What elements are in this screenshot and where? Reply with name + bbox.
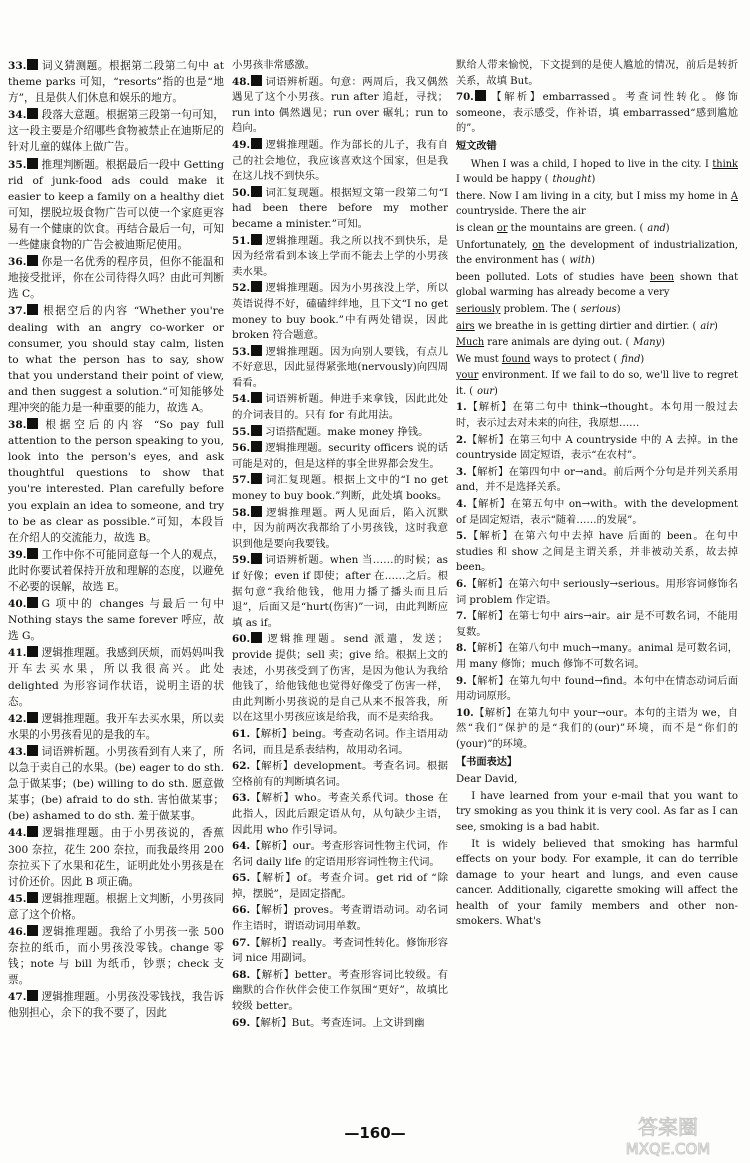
item-text: 逻辑推理题。作为部长的儿子，我有自己的社会地位，我应该喜欢这个国家，但是我在这儿找不到快乐。 [232, 138, 448, 183]
item-text: 【解析】really。考查词性转化。修饰形容词 nice 用副词。 [232, 936, 448, 965]
item-number: 66. [232, 904, 251, 917]
item-number: 41. [8, 647, 27, 660]
correction-line: When I was a child, I hoped to live in the city. I think I would be happy ( thought) [456, 158, 738, 186]
item-number: 7. [456, 610, 467, 623]
answer-item [456, 577, 738, 608]
correction-text: problem. The [500, 303, 570, 315]
correction-text: shown that global warming has already become a very [456, 271, 738, 299]
item-text: 小男孩非常感激。 [232, 59, 316, 71]
item-text: 词语辨析题。句意：两周后，我又偶然遇见了这个小男孩。run after 追赶，寻找；run into 偶然遇见；run over 碾轧；run to 趋向。 [232, 75, 448, 135]
item-text: 逻辑推理题。小男孩没零钱找，我告诉他别担心，余下的我不要了，因此 [8, 991, 224, 1020]
correction-text: we breathe in is getting dirtier and dirtier. [474, 320, 693, 332]
error-word: on [532, 239, 545, 251]
item-text: 【解析】在第四句中 or→and。前后两个分句是并列关系用 and，并不是选择关系。 [456, 466, 738, 494]
error-word: your [456, 370, 479, 382]
answer-item [8, 596, 224, 644]
answer-item [8, 891, 224, 923]
answer-item [232, 506, 448, 553]
item-number: 46. [8, 925, 27, 938]
error-word: seriously [456, 303, 501, 315]
answer-tag-icon [27, 745, 38, 756]
item-text: 【解析】在第九句中 found→find。本句中在情态动词后面用动词原形。 [456, 675, 738, 703]
item-text: 根据空后的内容 “Whether you're dealing with an angry co-worker or consumer, you should stay calm, listen to what the person has to say, show that you understand their point of view, and then suggest a solution.”可知能够处理冲突的能力是一种重要的能力，故选 A。 [8, 305, 224, 414]
answer-tag-icon [27, 59, 38, 70]
fix-word: thought [552, 174, 592, 186]
answer-tag-icon [251, 138, 262, 149]
answer-tag-icon [27, 646, 38, 657]
item-text: 【解析】proves。考查谓语动词。动名词作主语时，谓语动词用单数。 [232, 904, 448, 933]
answer-item [232, 473, 448, 504]
item-text: 逻辑推理题。我感到厌烦，而妈妈叫我开车去买水果，所以我很高兴。此处 delighted 为形容词作状语，说明主语的状态。 [8, 647, 224, 708]
answer-item [232, 936, 448, 967]
watermark-logo [598, 1112, 738, 1158]
error-word: Much [456, 337, 485, 349]
answer-tag-icon [251, 345, 262, 356]
item-text: 逻辑推理题。我之所以找不到快乐，是因为经常看到本该上学而不能去上学的小男孩卖水果。 [232, 234, 448, 278]
error-word: been [649, 271, 675, 283]
item-text: 【解析】who。考查关系代词。those 在此指人，因此后跟定语从句，从句缺少主语，因此用 who 作引导词。 [232, 792, 448, 836]
item-text: 习语搭配题。make money 挣钱。 [265, 425, 429, 438]
answer-tag-icon [27, 826, 38, 837]
correction-text: I would be happy [456, 174, 542, 186]
item-number: 70. [456, 91, 474, 104]
item-text: 词语辨析题。小男孩看到有人来了，所以急于卖自己的水果。(be) eager to do sth. 急于做某事；(be) willing to do sth. 愿意做某事；(be) afraid to do sth. 害怕做某事；(be) ashamed to do sth. 羞于做某事。 [8, 745, 224, 823]
answer-item [232, 345, 448, 392]
item-text: 逻辑推理题。因为小男孩没上学，所以英语说得不好，磕磕绊绊地，且下文“I no get money to buy book.”中有两处错误，因此 broken 符合题意。 [232, 282, 448, 342]
answer-tag-icon [475, 90, 486, 101]
answer-tag-icon [27, 418, 38, 429]
item-text: G 项中的 changes 与最后一句中 Nothing stays the same forever 呼应，故选 G。 [8, 598, 224, 643]
correction-line [456, 189, 738, 220]
answer-item [232, 425, 448, 441]
item-number: 57. [232, 474, 251, 487]
correction-line: We must found ways to protect ( find) [456, 353, 645, 365]
answer-item [232, 441, 448, 472]
answer-tag-icon [251, 234, 262, 245]
answer-item [232, 871, 448, 902]
answer-item [456, 529, 738, 576]
answer-item [456, 465, 738, 496]
answer-item [8, 417, 224, 546]
correction-passage [456, 157, 738, 400]
answer-item [232, 839, 448, 870]
item-number: 65. [232, 872, 251, 885]
answer-tag-icon [251, 281, 262, 292]
answer-tag-icon [251, 632, 262, 643]
item-text: 【解析】在第七句中 airs→air。air 是不可数名词，不能用复数。 [456, 611, 738, 638]
item-number: 40. [8, 598, 27, 611]
item-number: 67. [232, 936, 251, 949]
essay [456, 772, 738, 930]
item-number: 43. [8, 745, 27, 758]
item-number: 45. [8, 892, 27, 905]
correction-text: countryside. There the air [456, 206, 586, 218]
answer-tag-icon [251, 553, 262, 564]
correction-text: We must [456, 353, 502, 365]
item-text: 【解析】在第六句中去掉 have 后面的 been。在句中 studies 和 show 之间是主谓关系，并非被动关系，故去掉 been。 [456, 531, 738, 574]
answer-item [232, 632, 448, 726]
answer-item [232, 903, 448, 934]
answer-item [456, 609, 738, 640]
answer-tag-icon [251, 441, 262, 452]
item-number: 53. [232, 345, 251, 358]
error-word: A [730, 190, 738, 202]
item-text: 【解析】development。考查名词。根据空格前有的判断填名词。 [232, 760, 448, 788]
item-text: 【解析】在第六句中 seriously→serious。用形容词修饰名词 problem 作定语。 [456, 579, 738, 606]
answer-tag-icon [251, 392, 262, 403]
answer-item [232, 968, 448, 1015]
answer-item [232, 759, 448, 790]
fix-word: our [477, 385, 495, 397]
answer-item [8, 107, 224, 155]
answer-item [456, 674, 738, 705]
answer-column-middle [232, 58, 448, 1032]
svg-text:MXQE.COM: MXQE.COM [625, 1140, 711, 1158]
item-text: 【解析】of。考查介词。get rid of “除掉，摆脱”，是固定搭配。 [232, 872, 448, 900]
correction-line: is clean or the mountains are green. ( and) [456, 222, 670, 234]
answer-item [8, 711, 224, 743]
correction-text: been polluted. Lots of studies have [456, 271, 650, 283]
correction-text: Unfortunately, [456, 239, 533, 251]
answer-tag-icon [251, 506, 262, 517]
correction-line [456, 270, 738, 301]
answer-tag-icon [27, 925, 38, 936]
item-number: 69. [232, 1016, 251, 1029]
answer-item [232, 392, 448, 423]
answer-item [8, 825, 224, 889]
correction-text: ways to protect [530, 353, 614, 365]
item-number: 9. [456, 674, 467, 687]
item-text: 逻辑推理题。send 派遣，发送；provide 提供；sell 卖；give 给。根据上文的表述，小男孩受到了伤害，是因为他认为我给他钱了，给他钱他也觉得好像受了伤害一样，由此判断小男孩说的是自己从来不报答我，所以在这里小男孩应该是给我，而不是卖给我。 [232, 633, 448, 724]
item-number: 61. [232, 727, 251, 740]
item-number: 35. [8, 158, 27, 171]
answer-item [232, 281, 448, 343]
essay-salutation: Dear David, [456, 774, 518, 786]
answer-item [8, 157, 224, 254]
answer-tag-icon [27, 597, 38, 608]
item-number: 5. [456, 530, 467, 543]
item-text: 工作中你不可能同意每一个人的观点，此时你要试着保持开放和理解的态度，以避免不必要的误解，故选 E。 [8, 548, 224, 593]
item-number: 51. [232, 234, 251, 247]
answer-item [8, 989, 224, 1021]
item-number: 39. [8, 548, 27, 561]
error-word: found [501, 353, 531, 365]
item-text: 【解析】在第三句中 A countryside 中的 A 去掉。in the countryside 固定短语，表示“在农村”。 [456, 434, 738, 462]
item-number: 52. [232, 282, 251, 295]
item-text: 段落大意题。根据第三段第一句可知，这一段主要是介绍哪些食物被禁止在迪斯尼的针对儿童的媒体上做广告。 [8, 109, 224, 154]
item-number: 56. [232, 442, 251, 455]
item-text: 逻辑推理题。根据上文判断，小男孩同意了这个价格。 [8, 892, 224, 921]
item-number: 47. [8, 991, 27, 1004]
essay-paragraph: It is widely believed that smoking has harmful effects on your body. For example, it can do terrible damage to your heart and lungs, and even cause cancer. Additionally, cigarette smoking will affect the health of your family members and other non-smokers. What's [456, 838, 738, 928]
answer-column-left [8, 58, 224, 1023]
item-number: 38. [8, 419, 27, 432]
item-number: 34. [8, 109, 27, 122]
answer-item [232, 186, 448, 233]
fix-word: air [700, 320, 715, 332]
answer-item [456, 497, 738, 528]
answer-item [232, 138, 448, 185]
continued-text: 默给人带来愉悦，下文提到的是使人尴尬的情况，前后是转折关系，故填 But。 [456, 60, 738, 87]
item-text: 词语辨析题。when 当……的时候；as if 好像；even if 即使；after 在……之后。根据句意“我给他钱，他用力播了播头而且后退”，后面又是“hurt(伤害)”一词，由此判断应填 as if。 [232, 554, 448, 629]
answer-item [8, 254, 224, 302]
answer-item [232, 58, 448, 74]
correction-text: there. Now I am living in a city, but I miss my home in [456, 190, 731, 202]
page-number: —160— [344, 1124, 406, 1142]
correction-line: Much rare animals are dying out. ( Many) [456, 337, 665, 349]
item-text: 词语辨析题。伸进手来拿钱，因此此处的介词表目的。只有 for 有此用法。 [232, 393, 448, 422]
answer-item [232, 234, 448, 281]
item-number: 59. [232, 554, 251, 567]
answer-tag-icon [27, 548, 38, 559]
item-number: 42. [8, 712, 27, 725]
answer-tag-icon [27, 990, 38, 1001]
item-number: 44. [8, 827, 27, 840]
correction-text: rare animals are dying out. [484, 337, 623, 349]
answer-item [8, 924, 224, 988]
item-number: 3. [456, 465, 467, 478]
item-number: 64. [232, 840, 251, 853]
answer-item [232, 727, 448, 758]
item-text: 【解析】embarrassed。考查词性转化。修饰 someone，表示感受，作补语，填 embarrassed“感到尴尬的”。 [456, 92, 738, 135]
correction-line: airs we breathe in is getting dirtier and dirtier. ( air) [456, 320, 718, 332]
correction-line: seriously problem. The ( serious) [456, 303, 621, 315]
item-text: 逻辑推理题。我给了小男孩一张 500 奈拉的纸币，而小男孩没零钱。change 零钱；note 与 bill 为纸币，钞票；check 支票。 [8, 925, 224, 987]
fix-word: Many [633, 337, 662, 349]
correction-answers [456, 400, 738, 752]
error-word: think [712, 158, 738, 170]
item-text: 你是一名优秀的程序员，但你不能温和地接受批评，你在公司待得久吗？由此可判断选 C。 [8, 256, 224, 301]
item-text: 【解析】在第八句中 much→many。animal 是可数名词，用 many 修饰；much 修饰不可数名词。 [456, 643, 738, 670]
item-number: 60. [232, 633, 251, 646]
answer-column-right [456, 58, 738, 931]
answer-tag-icon [251, 186, 262, 197]
fix-word: serious [580, 303, 617, 315]
item-text: 逻辑推理题。我开车去买水果，所以卖水果的小男孩看见的是我的车。 [8, 712, 224, 741]
correction-text: the development of industrialization, the environment has [456, 239, 738, 267]
answer-item [232, 791, 448, 838]
answer-item [232, 75, 448, 137]
item-text: 【解析】在第五句中 on→with。with the development of 是固定短语，表示“随着……的发展”。 [456, 499, 738, 526]
correction-text: When I was a child, I hoped to live in the city. I [470, 158, 713, 170]
answer-tag-icon [27, 108, 38, 119]
fix-word: find [621, 353, 641, 365]
fix-word: and [647, 222, 666, 234]
item-text: 【解析】在第二句中 think→thought。本句用一般过去时，表示过去对未来的向往，我原想…… [456, 402, 738, 430]
item-text: 【解析】But。考查连词。上文讲到幽 [250, 1016, 425, 1029]
error-word: or [496, 222, 508, 234]
item-number: 6. [456, 578, 467, 590]
item-text: 【解析】在第九句中 your→our。本句的主语为 we，自然“我们”保护的是“我们的(our)”环境，而不是“你们的(your)”的环境。 [456, 707, 738, 750]
correction-line: Unfortunately, on the development of industrialization, the environment has ( with) [456, 239, 738, 267]
item-text: 【解析】better。考查形容词比较级。有幽默的合作伙伴会使工作氛围“更好”，故填比较级 better。 [232, 968, 448, 1013]
item-number: 50. [232, 186, 251, 199]
item-text: 逻辑推理题。由于小男孩说的，香蕉 300 奈拉，花生 200 奈拉，而我最终用 200 奈拉买下了水果和花生，证明此处小男孩是在讨价还价。因此 B 项正确。 [8, 827, 224, 888]
answer-item [456, 641, 738, 672]
answer-item [456, 400, 738, 431]
error-word: airs [456, 320, 475, 332]
item-number: 68. [232, 968, 251, 981]
answer-tag-icon [27, 255, 38, 266]
essay-paragraph: I have learned from your e-mail that you want to try smoking as you think it is very cool. As far as I can see, smoking is a bad habit. [456, 790, 738, 833]
item-number: 2. [456, 433, 467, 446]
answer-tag-icon [251, 425, 262, 436]
item-text: 逻辑推理题。因为向别人要钱，有点儿不好意思，因此显得紧张地(nervously)向四周看看。 [232, 345, 448, 389]
answer-item [8, 744, 224, 824]
answer-item [8, 547, 224, 595]
answer-item [8, 303, 224, 416]
answer-tag-icon [251, 473, 262, 484]
svg-text:答案圈: 答案圈 [638, 1115, 698, 1139]
item-text: 逻辑推理题。两人见面后，陷入沉默中，因为前两次我都给了小男孩钱，这时我意识到他是要向我要钱。 [232, 506, 448, 550]
correction-text: is clean [456, 222, 497, 234]
item-number: 54. [232, 393, 251, 406]
correction-text: the mountains are green. [507, 222, 637, 234]
correction-text: environment. If we fail to do so, we'll live to regret it. [456, 370, 738, 397]
item-text: 推理判断题。根据最后一段中 Getting rid of junk-food ads could make it easier to keep a family on a healthy diet 可知，摆脱垃圾食物广告可以使一个家庭更容易有一个健康的饮食。再结合最后一句，可知一些健康食物的广告会被迪斯尼使用。 [8, 158, 224, 252]
answer-tag-icon [27, 892, 38, 903]
item-number: 36. [8, 256, 27, 269]
answer-item [232, 1016, 448, 1032]
item-text: 词义猜测题。根据第二段第二句中 at theme parks 可知，“resorts”指的也是“地方”，且是供人们休息和娱乐的地方。 [8, 60, 224, 105]
answer-tag-icon [27, 304, 38, 315]
item-number: 10. [456, 706, 474, 719]
item-number: 4. [456, 498, 467, 511]
item-text: 【解析】being。考查动名词。作主语用动名词，而且是系表结构，故用动名词。 [232, 727, 448, 756]
item-number: 58. [232, 506, 251, 519]
item-number: 55. [232, 425, 251, 438]
item-number: 48. [232, 75, 251, 88]
fix-word: with [569, 255, 592, 267]
answer-tag-icon [27, 158, 38, 169]
answer-item [8, 645, 224, 709]
answer-item [232, 553, 448, 631]
item-text: 【解析】our。考查形容词性物主代词，作名词 daily life 的定语用形容词性物主代词。 [232, 840, 448, 868]
answer-item [456, 433, 738, 464]
item-text: 逻辑推理题。security officers 说的话可能是对的，但是这样的事全世界都会发生。 [232, 442, 448, 470]
answer-item [8, 58, 224, 106]
section-heading-correction: 短文改错 [456, 139, 497, 152]
answer-item [456, 90, 738, 137]
item-number: 37. [8, 305, 27, 318]
answer-item [456, 706, 738, 753]
item-text: 词汇复现题。根据上文中的“I no get money to buy book.”判断，此处填 books。 [232, 474, 448, 503]
section-heading-writing: 【书面表达】 [456, 755, 518, 768]
item-number: 8. [456, 642, 467, 655]
item-number: 33. [8, 60, 27, 72]
item-number: 62. [232, 760, 251, 773]
answer-tag-icon [27, 712, 38, 723]
item-number: 49. [232, 138, 251, 151]
correction-line: your environment. If we fail to do so, we'll live to regret it. ( our) [456, 370, 738, 397]
item-text: 根据空后的内容 “So pay full attention to the person speaking to you, look into the person's eyes, and ask thoughtful questions to show that you're interested. Plan carefully before you explain an idea to someone, and try to be as clear as possible.”可知，本段旨在介绍人的交流能力，故选 B。 [8, 419, 224, 544]
item-number: 1. [456, 401, 467, 414]
item-text: 词汇复现题。根据短文第一段第二句“I had been there before my mother became a minister.”可知。 [232, 186, 448, 230]
answer-tag-icon [251, 75, 262, 86]
item-number: 63. [232, 792, 251, 805]
